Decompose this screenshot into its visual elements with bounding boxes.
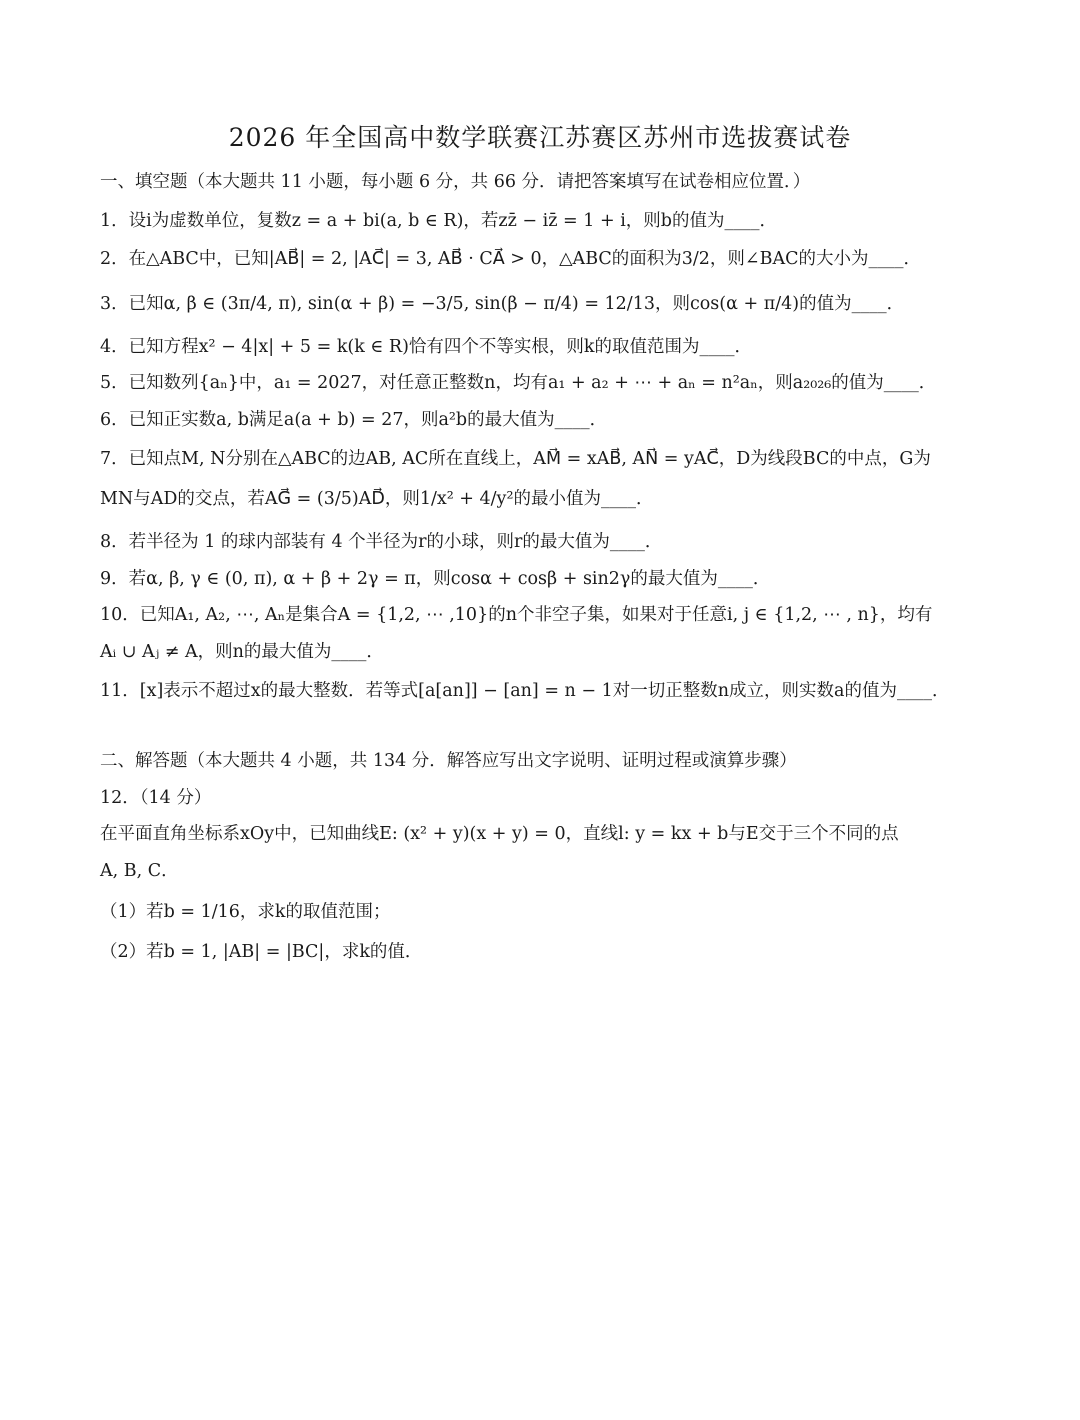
question-12-part-1: （1）若b = 1/16，求k的取值范围；: [100, 902, 391, 922]
question-12-part-2: （2）若b = 1, |AB| = |BC|，求k的值．: [100, 942, 423, 962]
question-2: 2．在△ABC中，已知|AB⃗| = 2, |AC⃗| = 3, AB⃗ · CA⃗ > 0，△ABC的面积为3/2，则∠BAC的大小为____．: [100, 249, 921, 269]
question-8: 8．若半径为 1 的球内部装有 4 个半径为r的小球，则r的最大值为____．: [100, 532, 663, 552]
question-1: 1．设i为虚数单位，复数z = a + bi(a, b ∈ R)，若zz̄ − iz̄ = 1 + i，则b的值为____．: [100, 211, 777, 231]
question-7-line-2: MN与AD的交点，若AG⃗ = (3/5)AD⃗，则1/x² + 4/y²的最小值为____．: [100, 489, 654, 509]
question-10-line-1: 10．已知A₁, A₂, ⋯, Aₙ是集合A = {1,2, ⋯ ,10}的n个非空子集，如果对于任意i, j ∈ {1,2, ⋯ , n}，均有: [100, 605, 933, 625]
question-12-stem-line-1: 在平面直角坐标系xOy中，已知曲线E: (x² + y)(x + y) = 0，直线l: y = kx + b与E交于三个不同的点: [100, 824, 899, 844]
question-7-line-1: 7．已知点M, N分别在△ABC的边AB, AC所在直线上，AM⃗ = xAB⃗, AN⃗ = yAC⃗，D为线段BC的中点，G为: [100, 449, 931, 469]
question-10-line-2: Aᵢ ∪ Aⱼ ≠ A，则n的最大值为____．: [100, 642, 384, 662]
question-3: 3．已知α, β ∈ (3π/4, π), sin(α + β) = −3/5, sin(β − π/4) = 12/13，则cos(α + π/4)的值为____．: [100, 294, 905, 314]
section2-heading: 二、解答题（本大题共 4 小题，共 134 分．解答应写出文字说明、证明过程或演算步骤）: [100, 751, 797, 771]
question-12-label: 12．（14 分）: [100, 788, 212, 808]
question-12-stem-line-2: A, B, C．: [100, 861, 179, 881]
question-5: 5．已知数列{aₙ}中，a₁ = 2027，对任意正整数n，均有a₁ + a₂ + ⋯ + aₙ = n²aₙ，则a₂₀₂₆的值为____．: [100, 373, 937, 393]
question-11: 11．[x]表示不超过x的最大整数．若等式[a[an]] − [an] = n − 1对一切正整数n成立，则实数a的值为____．: [100, 681, 950, 701]
question-6: 6．已知正实数a, b满足a(a + b) = 27，则a²b的最大值为____．: [100, 410, 608, 430]
exam-title: 2026 年全国高中数学联赛江苏赛区苏州市选拔赛试卷: [228, 123, 852, 152]
question-4: 4．已知方程x² − 4|x| + 5 = k(k ∈ R)恰有四个不等实根，则k的取值范围为____．: [100, 337, 753, 357]
question-9: 9．若α, β, γ ∈ (0, π), α + β + 2γ = π，则cosα + cosβ + sin2γ的最大值为____．: [100, 569, 771, 589]
section1-heading: 一、填空题（本大题共 11 小题，每小题 6 分，共 66 分．请把答案填写在试卷相应位置．）: [100, 172, 811, 192]
